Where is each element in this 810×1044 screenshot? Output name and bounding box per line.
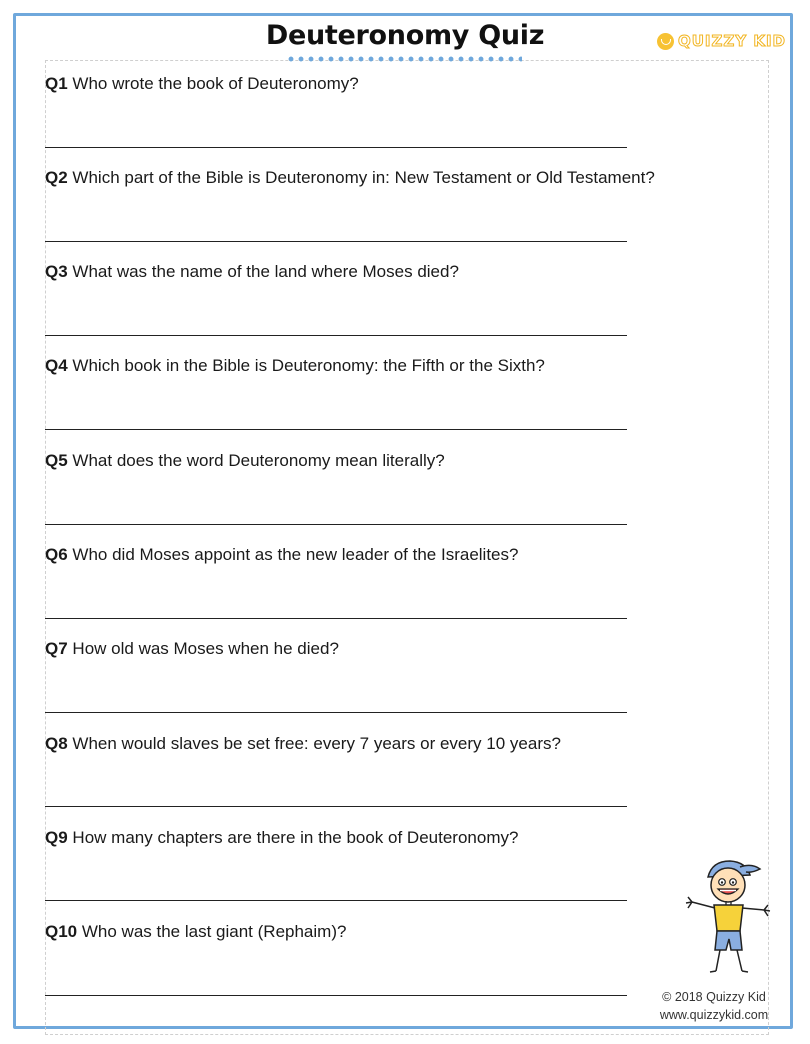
smiley-star-icon xyxy=(657,33,674,50)
question-text: When would slaves be set free: every 7 years or every 10 years? xyxy=(72,734,561,753)
question-9 xyxy=(45,828,518,848)
question-number: Q2 xyxy=(45,168,68,187)
question-number: Q7 xyxy=(45,639,68,658)
question-number: Q4 xyxy=(45,356,68,375)
question-8 xyxy=(45,734,561,754)
answer-line-2[interactable] xyxy=(45,241,627,242)
title-underline-dots xyxy=(286,56,522,62)
answer-line-3[interactable] xyxy=(45,335,627,336)
answer-line-9[interactable] xyxy=(45,900,627,901)
page-title: Deuteronomy Quiz xyxy=(265,20,545,51)
question-text: How old was Moses when he died? xyxy=(72,639,339,658)
answer-line-5[interactable] xyxy=(45,524,627,525)
question-text: Who was the last giant (Rephaim)? xyxy=(81,922,347,941)
question-1 xyxy=(45,74,359,94)
question-5 xyxy=(45,451,445,471)
answer-line-4[interactable] xyxy=(45,429,627,430)
question-number: Q8 xyxy=(45,734,68,753)
answer-line-1[interactable] xyxy=(45,147,627,148)
question-text: Which part of the Bible is Deuteronomy in: New Testament or Old Testament? xyxy=(72,168,655,187)
question-text: Who wrote the book of Deuteronomy? xyxy=(72,74,359,93)
question-10 xyxy=(45,922,346,942)
question-text: How many chapters are there in the book of Deuteronomy? xyxy=(72,828,519,847)
question-text: Which book in the Bible is Deuteronomy: the Fifth or the Sixth? xyxy=(72,356,545,375)
question-number: Q5 xyxy=(45,451,68,470)
question-text: Who did Moses appoint as the new leader of the Israelites? xyxy=(72,545,519,564)
website-link[interactable]: www.quizzykid.com xyxy=(659,1008,769,1022)
question-6 xyxy=(45,545,518,565)
question-7 xyxy=(45,639,339,659)
question-3 xyxy=(45,262,459,282)
question-number: Q6 xyxy=(45,545,68,564)
logo-text: QUIZZY KID xyxy=(678,32,787,50)
question-4 xyxy=(45,356,545,376)
question-number: Q9 xyxy=(45,828,68,847)
question-number: Q10 xyxy=(45,922,78,941)
answer-line-6[interactable] xyxy=(45,618,627,619)
question-number: Q1 xyxy=(45,74,68,93)
question-text: What does the word Deuteronomy mean literally? xyxy=(72,451,445,470)
copyright-text: © 2018 Quizzy Kid xyxy=(662,990,766,1004)
question-text: What was the name of the land where Moses died? xyxy=(72,262,459,281)
question-number: Q3 xyxy=(45,262,68,281)
answer-line-10[interactable] xyxy=(45,995,627,996)
kid-illustration xyxy=(680,855,775,975)
answer-line-7[interactable] xyxy=(45,712,627,713)
question-2 xyxy=(45,168,655,188)
answer-line-8[interactable] xyxy=(45,806,627,807)
footer-credits xyxy=(650,988,778,1024)
quizzy-kid-logo xyxy=(657,31,786,51)
